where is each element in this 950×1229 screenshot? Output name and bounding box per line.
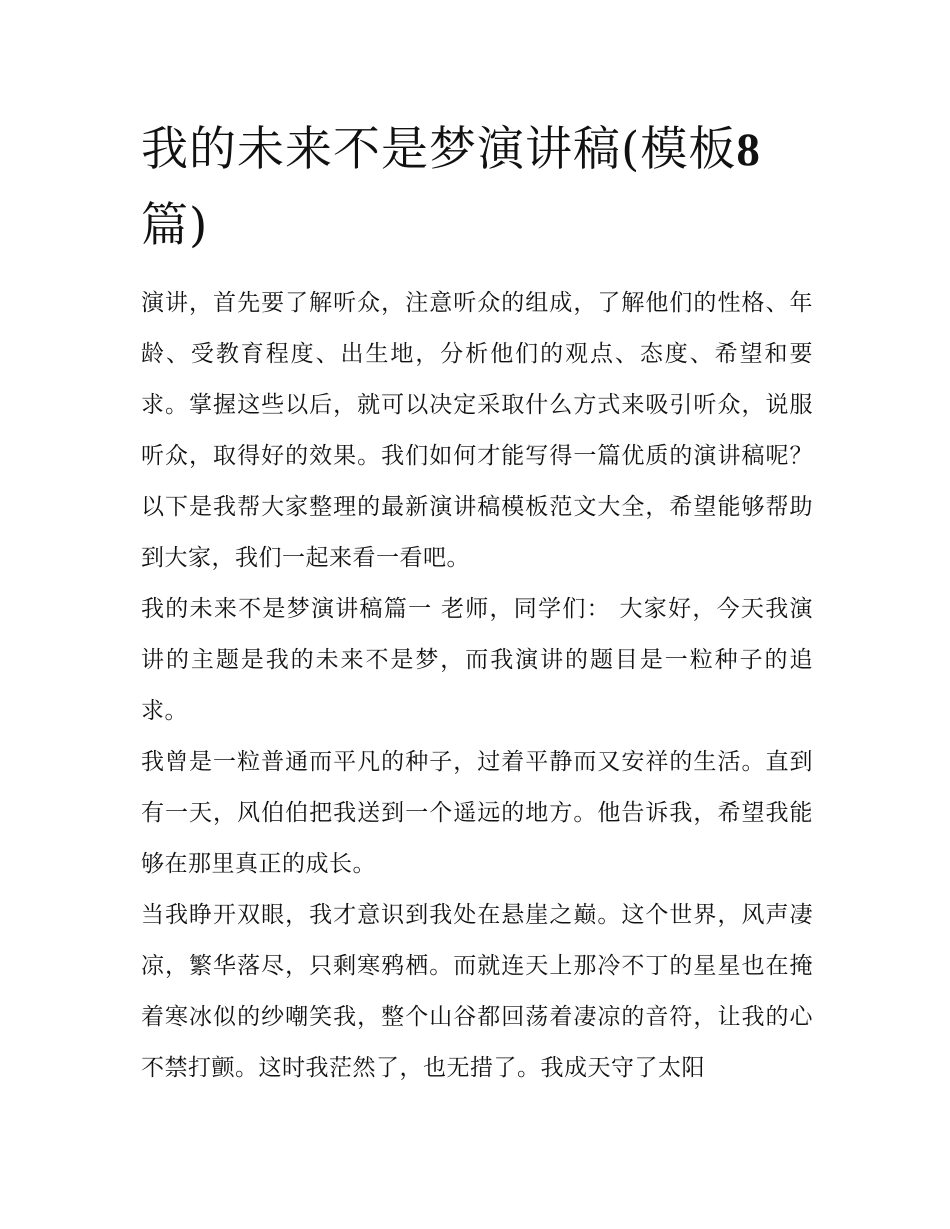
paragraph-seed-story: 我曾是一粒普通而平凡的种子，过着平静而又安祥的生活。直到有一天，风伯伯把我送到一个遥远的地方。他告诉我，希望我能够在那里真正的成长。 — [141, 749, 813, 877]
paragraph-intro: 演讲，首先要了解听众，注意听众的组成，了解他们的性格、年龄、受教育程度、出生地，分析他们的观点、态度、希望和要求。掌握这些以后，就可以决定采取什么方式来吸引听众，说服听众，取得好的效果。我们如何才能写得一篇优质的演讲稿呢？以下是我帮大家整理的最新演讲稿模板范文大全，希望能够帮助到大家，我们一起来看一看吧。 — [141, 290, 813, 571]
document-body — [141, 112, 813, 1094]
paragraph-cliff-story: 当我睁开双眼，我才意识到我处在悬崖之巅。这个世界，风声凄凉，繁华落尽，只剩寒鸦栖。而就连天上那冷不丁的星星也在掩着寒冰似的纱嘲笑我，整个山谷都回荡着凄凉的音符，让我的心不禁打颤。这时我茫然了，也无措了。我成天守了太阳 — [141, 902, 813, 1081]
paragraph-speech-opening: 我的未来不是梦演讲稿篇一 老师，同学们： 大家好，今天我演讲的主题是我的未来不是梦，而我演讲的题目是一粒种子的追求。 — [141, 596, 813, 724]
document-title: 我的未来不是梦演讲稿(模板8篇) — [141, 122, 761, 253]
